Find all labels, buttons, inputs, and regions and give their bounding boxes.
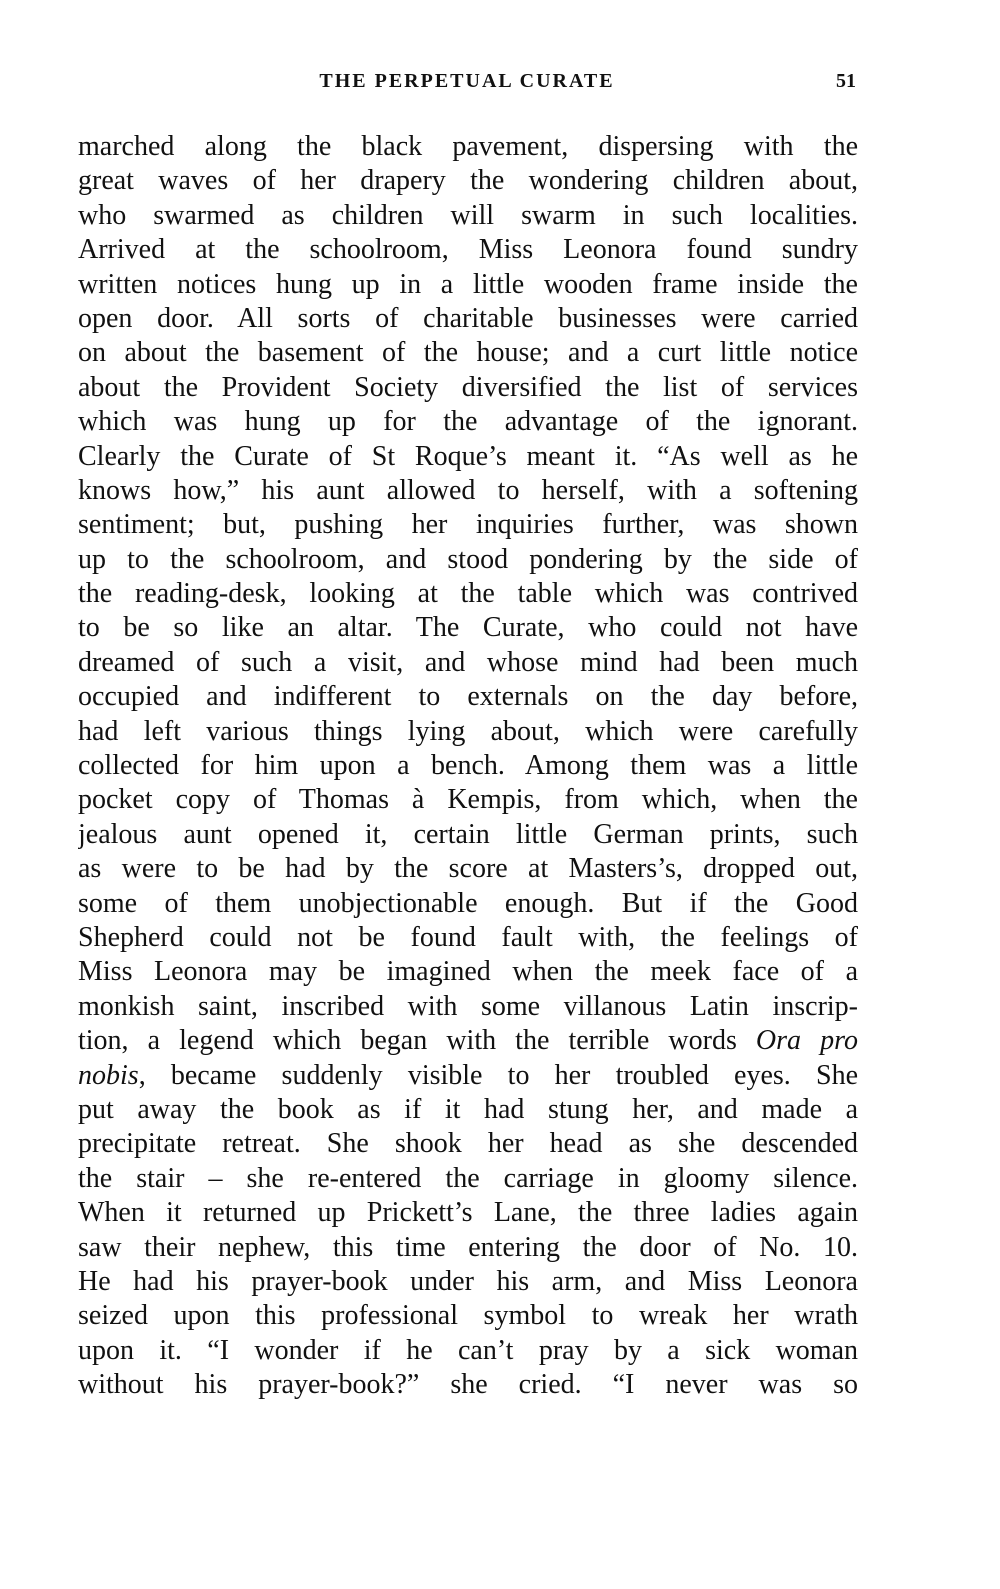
text-line: the reading-desk, looking at the table which was contrived	[78, 578, 858, 610]
text-line: up to the schoolroom, and stood pondering by the side of	[78, 543, 858, 575]
text-line: on about the basement of the house; and a curt little notice	[78, 337, 858, 369]
text-line: seized upon this professional symbol to wreak her wrath	[78, 1300, 858, 1332]
text-line: precipitate retreat. She shook her head as she descended	[78, 1128, 858, 1160]
text-line: had left various things lying about, which were carefully	[78, 715, 858, 747]
text-line: upon it. “I wonder if he can’t pray by a sick woman	[78, 1334, 858, 1366]
italic-phrase: Ora pro	[755, 1025, 858, 1057]
text-line: knows how,” his aunt allowed to herself, with a softening	[78, 474, 858, 506]
text-segment: , became suddenly visible to her troubled eyes. She	[138, 1059, 858, 1091]
body-text	[78, 130, 858, 1402]
text-line: dreamed of such a visit, and whose mind had been much	[78, 646, 858, 678]
text-line: monkish saint, inscribed with some villanous Latin inscrip-	[78, 990, 858, 1022]
text-line: collected for him upon a bench. Among them was a little	[78, 750, 858, 782]
text-line: Shepherd could not be found fault with, the feelings of	[78, 921, 858, 953]
text-line: the stair – she re-entered the carriage in gloomy silence.	[78, 1162, 858, 1194]
text-line: Clearly the Curate of St Roque’s meant it. “As well as he	[78, 440, 858, 472]
text-line: He had his prayer-book under his arm, and Miss Leonora	[78, 1265, 858, 1297]
text-line: some of them unobjectionable enough. But if the Good	[78, 887, 858, 919]
text-line: Miss Leonora may be imagined when the meek face of a	[78, 956, 858, 988]
text-line: When it returned up Prickett’s Lane, the three ladies again	[78, 1197, 858, 1229]
text-line: which was hung up for the advantage of the ignorant.	[78, 406, 858, 438]
text-line: sentiment; but, pushing her inquiries further, was shown	[78, 509, 858, 541]
text-line	[78, 1024, 858, 1058]
text-line: occupied and indifferent to externals on the day before,	[78, 681, 858, 713]
text-line: to be so like an altar. The Curate, who could not have	[78, 612, 858, 644]
text-line: Arrived at the schoolroom, Miss Leonora found sundry	[78, 234, 858, 266]
text-line: saw their nephew, this time entering the door of No. 10.	[78, 1231, 858, 1263]
text-line	[78, 1059, 858, 1093]
text-line: about the Provident Society diversified the list of services	[78, 371, 858, 403]
text-line: as were to be had by the score at Masters’s, dropped out,	[78, 853, 858, 885]
text-line: jealous aunt opened it, certain little German prints, such	[78, 818, 858, 850]
text-segment: tion, a legend which began with the terrible words	[78, 1025, 756, 1057]
text-line: great waves of her drapery the wondering children about,	[78, 165, 858, 197]
text-line: marched along the black pavement, dispersing with the	[78, 131, 858, 162]
text-line: without his prayer-book?” she cried. “I never was so	[78, 1369, 858, 1401]
italic-phrase: nobis	[78, 1059, 139, 1091]
text-line: open door. All sorts of charitable businesses were carried	[78, 302, 858, 334]
page-number: 51	[836, 70, 856, 92]
text-line: put away the book as if it had stung her, and made a	[78, 1093, 858, 1125]
text-line: pocket copy of Thomas à Kempis, from which, when the	[78, 784, 858, 816]
text-line: written notices hung up in a little wooden frame inside the	[78, 268, 858, 300]
running-head	[78, 70, 856, 100]
text-line: who swarmed as children will swarm in such localities.	[78, 199, 858, 231]
running-title: THE PERPETUAL CURATE	[319, 70, 615, 92]
